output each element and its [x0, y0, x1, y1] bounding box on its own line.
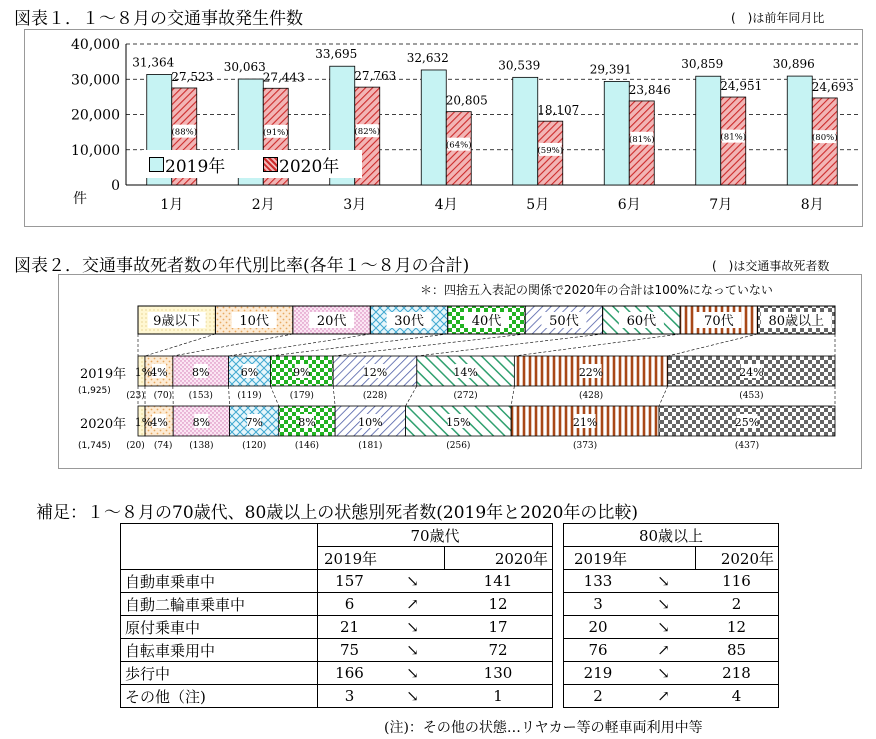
- legend-label: 80歳以上: [768, 314, 825, 329]
- cell-80s-2020: 2: [695, 593, 779, 616]
- chart2-note: ( )は交通事故死者数: [712, 259, 830, 273]
- segment-percent-label: 12%: [362, 366, 388, 379]
- segment-percent-label: 6%: [240, 366, 259, 379]
- x-tick-label: 1月: [160, 197, 184, 213]
- segment-count-label: (228): [362, 391, 388, 401]
- cell-70s-2019: 166: [318, 662, 382, 685]
- table-70s: [120, 523, 553, 708]
- ratio-label: (91%): [262, 127, 289, 138]
- cell-70s-2020: 141: [444, 570, 553, 593]
- segment-count-label: (138): [189, 441, 214, 451]
- table3-title: 補足：１～８月の70歳代、80歳以上の状態別死者数(2019年と2020年の比較): [36, 503, 639, 523]
- data-label-2019: 30,859: [681, 57, 724, 72]
- ratio-label: (81%): [720, 132, 747, 143]
- chart2-footnote: ＊：四捨五入表記の関係で2020年の合計は100%になっていない: [420, 283, 773, 297]
- x-tick-label: 4月: [434, 197, 458, 213]
- legend-label: 60代: [626, 314, 657, 329]
- cell-70s-2020: 1: [444, 685, 553, 708]
- segment-percent-label: 7%: [245, 416, 263, 429]
- cell-80s-2020: 4: [695, 685, 779, 708]
- connector-line: [270, 386, 278, 406]
- connector-line: [406, 386, 417, 406]
- segment-count-label: (437): [734, 441, 760, 451]
- segment-percent-label: 8%: [192, 416, 211, 429]
- row-label: 自動車乗車中: [121, 570, 318, 593]
- connector-line: [229, 334, 371, 356]
- x-tick-label: 7月: [709, 197, 733, 213]
- table3-footnote: (注)：その他の状態…リヤカー等の軽車両利用中等: [384, 720, 703, 736]
- segment-percent-label: 21%: [572, 416, 598, 429]
- chart1-title: 図表１．１～８月の交通事故発生件数: [14, 9, 303, 29]
- table-80s: [563, 523, 779, 708]
- y-tick-label: 40,000: [71, 37, 120, 53]
- cell-80s-2019: 133: [564, 570, 633, 593]
- legend-label-2020: 2020年: [279, 157, 340, 177]
- cell-80s-2019: 219: [564, 662, 633, 685]
- segment-percent-label: 14%: [453, 366, 478, 379]
- data-label-2020: 20,805: [445, 93, 488, 108]
- cell-80s-2020: 116: [695, 570, 779, 593]
- trend-arrow-icon: ↘: [632, 616, 695, 639]
- cell-70s-2019: 157: [318, 570, 382, 593]
- row-total-2020: (1,745): [78, 441, 111, 451]
- segment-count-label: (272): [453, 391, 478, 401]
- cell-70s-2020: 72: [444, 639, 553, 662]
- x-tick-label: 6月: [617, 197, 641, 213]
- group-header-80s: 80歳以上: [564, 524, 779, 547]
- segment-percent-label: 25%: [734, 416, 760, 429]
- ratio-label: (81%): [628, 134, 655, 145]
- segment-percent-label: 9%: [293, 366, 311, 379]
- data-label-2020: 23,846: [628, 82, 671, 97]
- legend-label: 70代: [704, 314, 734, 329]
- connector-line: [145, 334, 215, 356]
- segment-count-label: (256): [446, 441, 471, 451]
- trend-arrow-icon: ↘: [381, 570, 444, 593]
- ratio-label: (80%): [811, 133, 838, 144]
- ratio-label: (82%): [354, 127, 381, 138]
- segment-count-label: (428): [578, 391, 604, 401]
- segment-count-label: (181): [358, 441, 383, 451]
- segment-count-label: (453): [739, 391, 764, 401]
- table-row: [121, 593, 553, 616]
- ratio-label: (64%): [445, 140, 472, 151]
- legend-label-2019: 2019年: [165, 157, 226, 177]
- segment-count-label: (179): [289, 391, 314, 401]
- trend-arrow-icon: ↗: [632, 639, 695, 662]
- legend-label: 50代: [549, 314, 579, 329]
- row-label: 歩行中: [121, 662, 318, 685]
- segment-count-label: (70): [153, 391, 173, 401]
- segment-count-label: (74): [153, 441, 173, 451]
- cell-80s-2019: 76: [564, 639, 633, 662]
- cell-70s-2020: 12: [444, 593, 553, 616]
- table-row: [121, 662, 553, 685]
- row-label: その他（注): [121, 685, 318, 708]
- year-header-2019-b: 2019年: [564, 547, 696, 570]
- cell-70s-2019: 3: [318, 685, 382, 708]
- chart1-unit: 件: [73, 191, 87, 207]
- segment-percent-label: 8%: [192, 366, 210, 379]
- connector-line: [417, 334, 603, 356]
- chart1-note: ( )は前年同月比: [731, 11, 825, 25]
- row-label-2019: 2019年: [80, 367, 127, 382]
- trend-arrow-icon: ↘: [632, 662, 695, 685]
- table-row: [121, 639, 553, 662]
- chart2-title: 図表２．交通事故死者数の年代別比率(各年１～８月の合計): [14, 256, 470, 276]
- segment-count-label: (20): [126, 441, 145, 451]
- x-tick-label: 5月: [526, 197, 550, 213]
- connector-line: [270, 334, 447, 356]
- segment-percent-label: 1%: [134, 416, 153, 429]
- data-label-2020: 27,443: [262, 70, 305, 85]
- data-label-2020: 18,107: [537, 103, 580, 118]
- cell-80s-2019: 20: [564, 616, 633, 639]
- cell-80s-2020: 12: [695, 616, 779, 639]
- connector-line: [173, 334, 293, 356]
- data-label-2019: 29,391: [589, 62, 632, 77]
- legend-label: 40代: [471, 314, 502, 329]
- data-label-2020: 24,951: [720, 79, 763, 94]
- cell-80s-2020: 218: [695, 662, 779, 685]
- cell-70s-2020: 17: [444, 616, 553, 639]
- segment-count-label: (373): [572, 441, 598, 451]
- segment-percent-label: 4%: [150, 366, 168, 379]
- ratio-label: (88%): [171, 127, 198, 138]
- data-label-2020: 27,523: [171, 69, 214, 84]
- ratio-label: (59%): [537, 145, 564, 156]
- y-tick-label: 20,000: [71, 107, 120, 124]
- table-row: [564, 570, 779, 593]
- trend-arrow-icon: ↘: [632, 570, 695, 593]
- row-label: 自動二輪車乗車中: [121, 593, 318, 616]
- segment-percent-label: 1%: [134, 366, 153, 379]
- segment-count-label: (120): [242, 441, 267, 451]
- connector-line: [514, 334, 680, 356]
- segment-count-label: (23): [126, 391, 145, 401]
- legend-label: 9歳以下: [153, 314, 201, 329]
- segment-percent-label: 4%: [150, 416, 168, 429]
- x-tick-label: 8月: [800, 197, 824, 213]
- segment-percent-label: 15%: [446, 416, 471, 429]
- segment-count-label: (119): [237, 391, 262, 401]
- data-label-2019: 30,063: [223, 60, 266, 75]
- connector-line: [229, 386, 230, 406]
- connector-line: [333, 386, 335, 406]
- data-label-2019: 31,364: [132, 55, 175, 70]
- table-row: [564, 593, 779, 616]
- data-label-2019: 30,896: [772, 57, 815, 72]
- legend-label: 10代: [239, 314, 269, 329]
- year-header-2019: 2019年: [318, 547, 445, 570]
- x-tick-label: 2月: [251, 197, 275, 213]
- data-label-2019: 30,539: [498, 58, 541, 73]
- legend-label: 30代: [394, 314, 424, 329]
- table-row: [121, 570, 553, 593]
- data-label-2020: 27,763: [354, 69, 397, 84]
- connector-line: [511, 386, 514, 406]
- y-tick-label: 0: [111, 178, 120, 194]
- row-label: 自転車乗用中: [121, 639, 318, 662]
- trend-arrow-icon: ↗: [632, 685, 695, 708]
- legend-label: 20代: [316, 314, 347, 329]
- trend-arrow-icon: ↘: [381, 639, 444, 662]
- segment-percent-label: 8%: [298, 416, 316, 429]
- table-row: [564, 639, 779, 662]
- table-corner: [121, 524, 318, 570]
- year-header-2020: 2020年: [444, 547, 553, 570]
- segment-count-label: (146): [294, 441, 320, 451]
- row-label: 原付乗車中: [121, 616, 318, 639]
- trend-arrow-icon: ↘: [632, 593, 695, 616]
- segment-percent-label: 22%: [578, 366, 604, 379]
- table-row: [121, 616, 553, 639]
- cell-70s-2019: 6: [318, 593, 382, 616]
- cell-80s-2019: 2: [564, 685, 633, 708]
- row-total-2019: (1,925): [78, 386, 111, 396]
- table-row: [564, 662, 779, 685]
- table-row: [564, 685, 779, 708]
- cell-70s-2019: 75: [318, 639, 382, 662]
- trend-arrow-icon: ↘: [381, 685, 444, 708]
- segment-percent-label: 24%: [739, 366, 764, 379]
- trend-arrow-icon: ↗: [381, 593, 444, 616]
- connector-line: [333, 334, 525, 356]
- y-tick-label: 30,000: [71, 72, 120, 89]
- segment-percent-label: 10%: [358, 416, 383, 429]
- cell-70s-2019: 21: [318, 616, 382, 639]
- cell-80s-2019: 3: [564, 593, 633, 616]
- data-label-2019: 33,695: [315, 47, 358, 62]
- row-label-2020: 2020年: [80, 417, 127, 432]
- trend-arrow-icon: ↘: [381, 662, 444, 685]
- table-row: [564, 616, 779, 639]
- cell-80s-2020: 85: [695, 639, 779, 662]
- cell-70s-2020: 130: [444, 662, 553, 685]
- table-row: [121, 685, 553, 708]
- connector-line: [659, 386, 668, 406]
- y-tick-label: 10,000: [71, 142, 120, 159]
- x-tick-label: 3月: [343, 197, 367, 213]
- data-label-2020: 24,693: [811, 79, 854, 94]
- trend-arrow-icon: ↘: [381, 616, 444, 639]
- connector-line: [668, 334, 758, 356]
- group-header-70s: 70歳代: [318, 524, 553, 547]
- data-label-2019: 32,632: [406, 50, 449, 65]
- segment-count-label: (153): [188, 391, 213, 401]
- year-header-2020-b: 2020年: [695, 547, 779, 570]
